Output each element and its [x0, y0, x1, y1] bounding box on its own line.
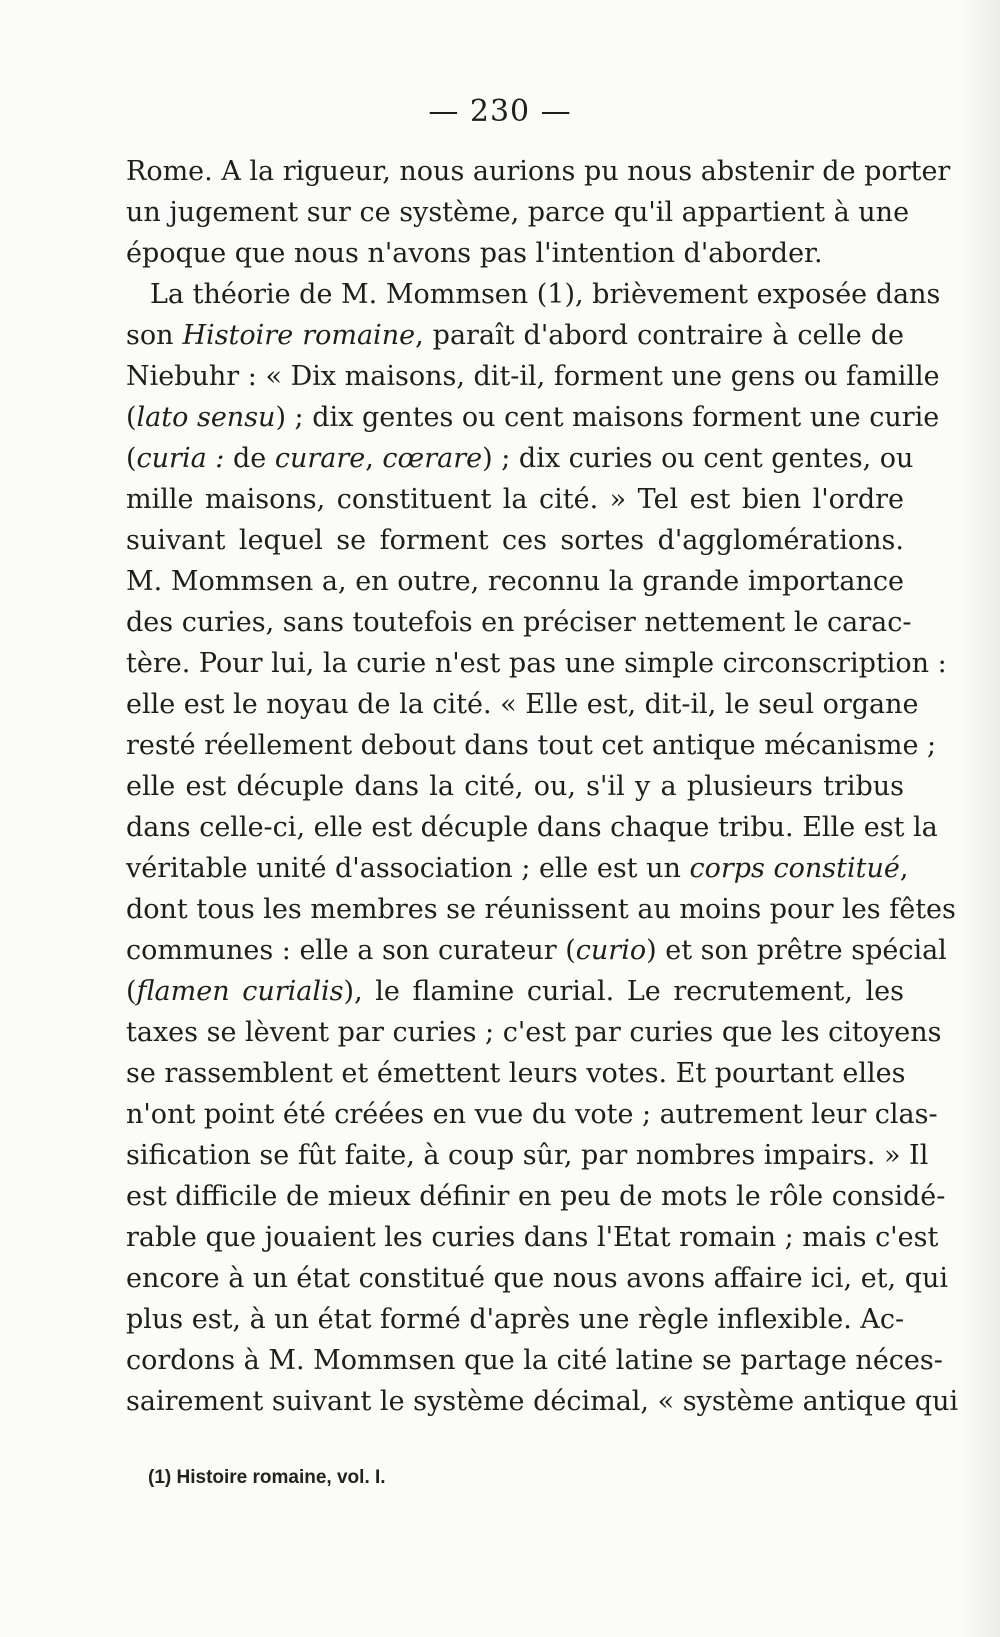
page-number: — 230 — [428, 94, 572, 129]
italic-term: cœrare [382, 443, 483, 474]
text-line: cordons à M. Mommsen que la cité latine se partage néces- [126, 1345, 943, 1376]
text-line: M. Mommsen a, en outre, reconnu la grande importance [126, 566, 904, 597]
text-run: de [224, 443, 275, 474]
text-line: tère. Pour lui, la curie n'est pas une simple circonscription : [126, 648, 947, 679]
text-run: ), le flamine curial. Le recrutement, les [343, 976, 905, 1007]
text-line: taxes se lèvent par curies ; c'est par curies que les citoyens [126, 1017, 942, 1048]
text-run: véritable unité d'association ; elle est un [126, 853, 690, 884]
text-line: sairement suivant le système décimal, « système antique qui [126, 1386, 959, 1417]
italic-term: corps constitué [689, 853, 900, 884]
text-run: communes : elle a son curateur ( [126, 935, 576, 966]
page-edge-shadow [960, 0, 1000, 1637]
text-run: ( [126, 976, 137, 1007]
text-line: dans celle-ci, elle est décuple dans chaque tribu. Elle est la [126, 812, 938, 843]
italic-term: flamen curialis [136, 976, 344, 1007]
italic-term: curia : [136, 443, 225, 474]
text-line: des curies, sans toutefois en préciser nettement le carac- [126, 607, 912, 638]
text-line: plus est, à un état formé d'après une règle inflexible. Ac- [126, 1304, 905, 1335]
footnote: (1) Histoire romaine, vol. I. [148, 1467, 386, 1488]
text-run: ( [126, 402, 137, 433]
text-line [126, 397, 940, 438]
text-line: Rome. A la rigueur, nous aurions pu nous abstenir de porter [126, 156, 951, 187]
text-line: un jugement sur ce système, parce qu'il appartient à une [126, 197, 910, 228]
italic-title: Histoire romaine [182, 320, 416, 351]
text-line: dont tous les membres se réunissent au moins pour les fêtes [126, 894, 956, 925]
text-run: , [365, 443, 383, 474]
italic-term: curare [274, 443, 366, 474]
text-line: mille maisons, constituent la cité. » Tel est bien l'ordre [126, 484, 904, 515]
text-run: ) ; dix gentes ou cent maisons forment une curie [275, 402, 940, 433]
text-line [126, 438, 914, 479]
text-line: époque que nous n'avons pas l'intention d'aborder. [126, 238, 823, 269]
text-run: , [899, 853, 909, 884]
text-line: sification se fût faite, à coup sûr, par nombres impairs. » Il [126, 1140, 929, 1171]
text-line: elle est le noyau de la cité. « Elle est, dit-il, le seul organe [126, 689, 919, 720]
text-run: ( [126, 443, 137, 474]
italic-term: lato sensu [136, 402, 276, 433]
text-run: son [126, 320, 183, 351]
text-line: encore à un état constitué que nous avons affaire ici, et, qui [126, 1263, 948, 1294]
body-text [126, 151, 959, 1422]
text-run: ) et son prêtre spécial [646, 935, 947, 966]
text-line: se rassemblent et émettent leurs votes. Et pourtant elles [126, 1058, 906, 1089]
italic-term: curio [575, 935, 647, 966]
text-run: ) ; dix curies ou cent gentes, ou [482, 443, 914, 474]
text-line [126, 971, 904, 1012]
text-run: , paraît d'abord contraire à celle de [415, 320, 904, 351]
text-line: elle est décuple dans la cité, ou, s'il y a plusieurs tribus [126, 771, 904, 802]
text-line [126, 848, 909, 889]
text-line [126, 315, 904, 356]
text-line: Niebuhr : « Dix maisons, dit-il, forment une gens ou famille [126, 361, 940, 392]
text-line: est difficile de mieux définir en peu de mots le rôle considé- [126, 1181, 946, 1212]
text-line: suivant lequel se forment ces sortes d'agglomérations. [126, 525, 904, 556]
text-line: n'ont point été créées en vue du vote ; autrement leur clas- [126, 1099, 938, 1130]
text-line: resté réellement debout dans tout cet antique mécanisme ; [126, 730, 937, 761]
text-line: La théorie de M. Mommsen (1), brièvement exposée dans [150, 279, 941, 310]
text-line: rable que jouaient les curies dans l'Etat romain ; mais c'est [126, 1222, 939, 1253]
text-line [126, 930, 947, 971]
